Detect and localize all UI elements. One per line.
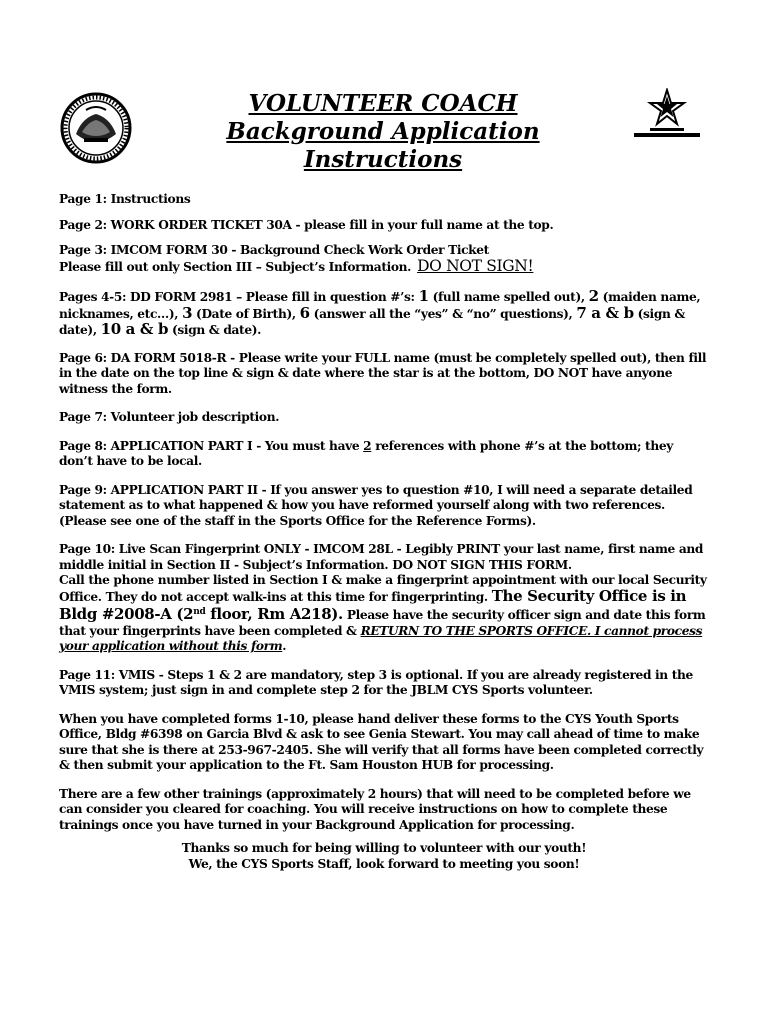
title-line-3: Instructions	[303, 146, 463, 173]
page-9-item: Page 9: APPLICATION PART II - If you answer yes to question #10, I will need a separate detailed statement as to what happened & how you have reformed yourself along with two references. (Please see one of the staff in the Sports Office for the Reference Forms).	[59, 482, 693, 528]
page-4-5-text: (sign & date),	[59, 306, 686, 337]
page-4-5-text: (sign & date).	[168, 323, 262, 337]
page-4-5-text: (answer all the “yes” & “no” questions),	[309, 306, 577, 321]
trainings-note: There are a few other trainings (approximately 2 hours) that will need to be completed before we can consider you cleared for coaching. You will receive instructions on how to complete these trainings once you have turned in your Background Application for processing.	[59, 786, 691, 832]
instructions-body	[59, 192, 709, 872]
closing-message	[59, 841, 709, 872]
page-10-text: Call the phone number listed in Section I & make a fingerprint appointment with our local Security Office. They do not accept walk-ins at this time for fingerprinting.	[59, 573, 707, 604]
page-6-item: Page 6: DA FORM 5018-R - Please write your FULL name (must be completely spelled out), then fill in the date on the top line & sign & date where the star is at the bottom, DO NOT have anyone witness the form.	[59, 350, 707, 396]
title-line-2: Background Application	[226, 118, 540, 145]
page-10-text: Page 10: Live Scan Fingerprint ONLY - IMCOM 28L - Legibly PRINT your last name, first name and middle initial in Section II - Subject’s Information. DO NOT SIGN THIS FORM.	[59, 542, 704, 572]
page-10-item	[59, 542, 709, 655]
page-11-item: Page 11: VMIS - Steps 1 & 2 are mandatory, step 3 is optional. If you are already registered in the VMIS system; just sign in and complete step 2 for the JBLM CYS Sports volunteer.	[59, 667, 693, 698]
closing-line-2: We, the CYS Sports Staff, look forward to meeting you soon!	[188, 856, 580, 871]
question-number: 10 a & b	[100, 320, 169, 338]
page-2-item: Page 2: WORK ORDER TICKET 30A - please fill in your full name at the top.	[59, 217, 554, 232]
page-4-5-text: (maiden name, nicknames, etc…),	[59, 290, 701, 321]
do-not-sign-warning: DO NOT SIGN!	[417, 256, 534, 275]
question-number: 3	[182, 303, 193, 322]
document-title	[200, 90, 566, 174]
page-3-line-1: Page 3: IMCOM FORM 30 - Background Check Work Order Ticket	[59, 243, 489, 257]
page-1-item: Page 1: Instructions	[59, 192, 191, 206]
question-number: 2	[588, 287, 599, 305]
page-10-text: Please have the security officer sign and date this form that your fingerprints have been completed &	[59, 608, 706, 638]
page-4-5-text: Pages 4-5: DD FORM 2981 – Please fill in question #’s:	[59, 290, 419, 304]
page-3-line-2: Please fill out only Section III – Subject’s Information.	[59, 259, 412, 274]
page-10-text: .	[282, 639, 287, 654]
page-8-text: references with phone #’s at the bottom; they don’t have to be local.	[59, 438, 673, 468]
page-4-5-text: (full name spelled out),	[428, 290, 589, 304]
page-4-5-text: (Date of Birth),	[192, 306, 300, 321]
page-3-item	[59, 243, 709, 275]
security-office-location: The Security Office is in Bldg #2008-A (2	[59, 586, 687, 624]
page-4-5-item	[59, 289, 709, 339]
completion-instructions: When you have completed forms 1-10, please hand deliver these forms to the CYS Youth Sports Office, Bldg #6398 on Garcia Blvd & ask to see Genia Stewart. You may call ahead of time to make sure that she is there at 253-967-2405. She will verify that all forms have been completed correctly & then submit your application to the Ft. Sam Houston HUB for processing.	[59, 711, 704, 773]
page-7-item: Page 7: Volunteer job description.	[59, 410, 280, 424]
question-number: 1	[418, 287, 429, 305]
title-line-1: VOLUNTEER COACH	[248, 90, 518, 117]
question-number: 6	[299, 303, 310, 322]
installation-seal-icon	[60, 92, 132, 164]
superscript: nd	[193, 607, 206, 617]
return-form-note: RETURN TO THE SPORTS OFFICE. I cannot process your application without this form	[59, 623, 703, 654]
reference-count: 2	[363, 438, 372, 453]
page-8-item	[59, 439, 709, 470]
security-office-location: floor, Rm A218).	[205, 605, 343, 624]
closing-line-1: Thanks so much for being willing to volunteer with our youth!	[181, 841, 587, 856]
child-youth-services-star-icon	[632, 88, 702, 140]
question-number: 7 a & b	[576, 303, 634, 322]
page-8-text: Page 8: APPLICATION PART I - You must have	[59, 438, 364, 453]
